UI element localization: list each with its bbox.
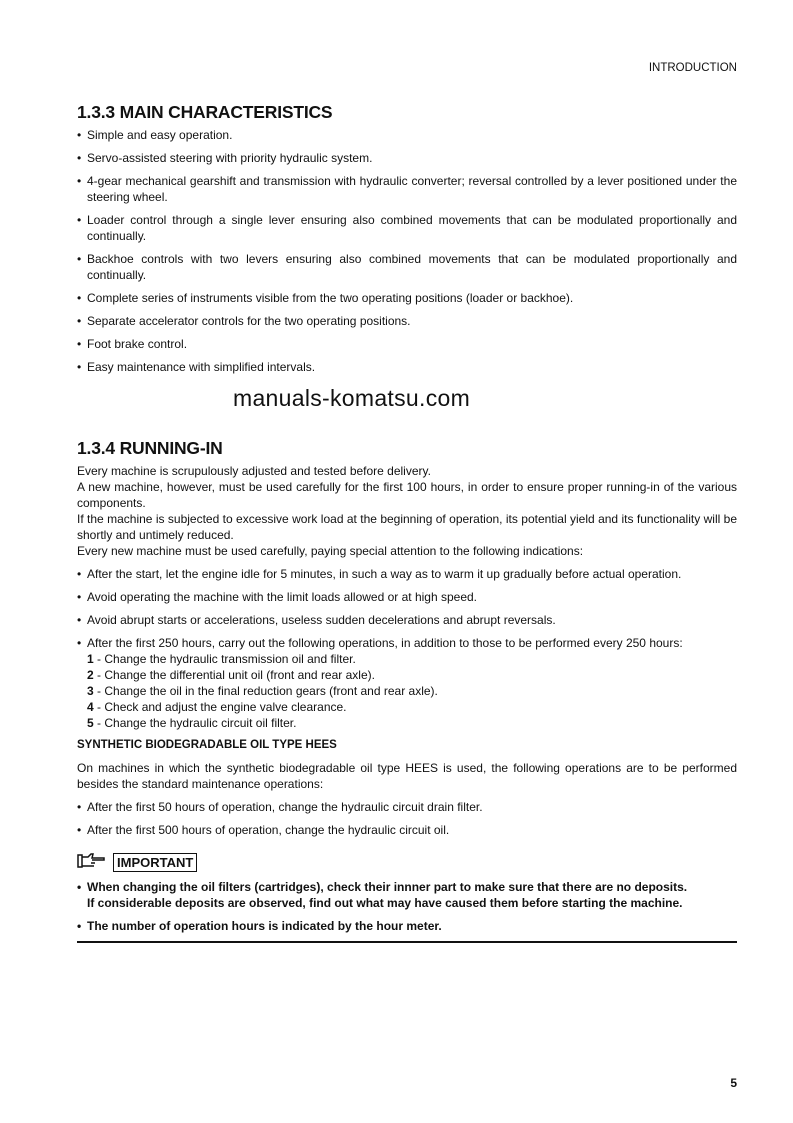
section-title-main-characteristics: 1.3.3 MAIN CHARACTERISTICS [77,102,333,122]
list-item: • Simple and easy operation. [77,128,233,142]
numbered-step: 4 - Check and adjust the engine valve clearance. [87,700,347,714]
list-item: • Foot brake control. [77,337,188,351]
list-item: • After the first 500 hours of operation, change the hydraulic circuit oil. [77,823,450,837]
list-item: • Backhoe controls with two levers ensuring also combined movements that can be modulated proportionally and continually. [77,252,737,282]
subheading-hees: SYNTHETIC BIODEGRADABLE OIL TYPE HEES [77,739,337,751]
list-item: • Complete series of instruments visible from the two operating positions (loader or backhoe). [77,291,574,305]
spacer [77,792,737,799]
list-item: • Loader control through a single lever ensuring also combined movements that can be modulated proportionally and continually. [77,213,737,243]
important-label: IMPORTANT [113,853,197,872]
important-item: • When changing the oil filters (cartridges), check their innner part to make sure that there are no deposits. If considerable deposits are observed, find out what may have caused them before starting the machine. [77,880,688,910]
page-content [77,101,737,943]
important-item: • The number of operation hours is indicated by the hour meter. [77,919,442,933]
divider [77,941,737,943]
list-item: • Separate accelerator controls for the two operating positions. [77,314,411,328]
numbered-step: 2 - Change the differential unit oil (front and rear axle). [87,668,375,682]
paragraph: If the machine is subjected to excessive work load at the beginning of operation, its potential yield and its functionality will be shortly and untimely reduced. [77,512,737,542]
important-notice-header [77,852,737,873]
list-item: • Avoid operating the machine with the limit loads allowed or at high speed. [77,590,478,604]
paragraph: Every new machine must be used carefully, paying special attention to the following indications: [77,544,584,558]
list-item: • After the first 50 hours of operation, change the hydraulic circuit drain filter. [77,800,483,814]
numbered-step: 5 - Change the hydraulic circuit oil filter. [87,716,297,730]
paragraph: A new machine, however, must be used carefully for the first 100 hours, in order to ensure proper running-in of the various components. [77,480,737,510]
list-item: • Easy maintenance with simplified intervals. [77,360,316,374]
numbered-step: 3 - Change the oil in the final reduction gears (front and rear axle). [87,684,438,698]
list-item: • Servo-assisted steering with priority hydraulic system. [77,151,373,165]
numbered-step: 1 - Change the hydraulic transmission oil and filter. [87,652,356,666]
list-item: • Avoid abrupt starts or accelerations, useless sudden decelerations and abrupt reversals. [77,613,556,627]
page-number: 5 [730,1076,737,1090]
section-title-running-in: 1.3.4 RUNNING-IN [77,438,223,458]
list-item: • 4-gear mechanical gearshift and transmission with hydraulic converter; reversal controlled by a lever positioned under the steering wheel. [77,174,737,204]
list-item: • After the start, let the engine idle for 5 minutes, in such a way as to warm it up gradually before actual operation. [77,567,682,581]
watermark: manuals-komatsu.com [233,385,471,411]
paragraph: On machines in which the synthetic biodegradable oil type HEES is used, the following operations are to be performed besides the standard maintenance operations: [77,761,737,791]
spacer [77,559,737,566]
pointing-hand-icon [77,852,107,873]
running-header: INTRODUCTION [648,62,737,74]
paragraph: Every machine is scrupulously adjusted and tested before delivery. [77,464,431,478]
list-item: • After the first 250 hours, carry out the following operations, in addition to those to be performed every 250 hours: [77,636,683,650]
